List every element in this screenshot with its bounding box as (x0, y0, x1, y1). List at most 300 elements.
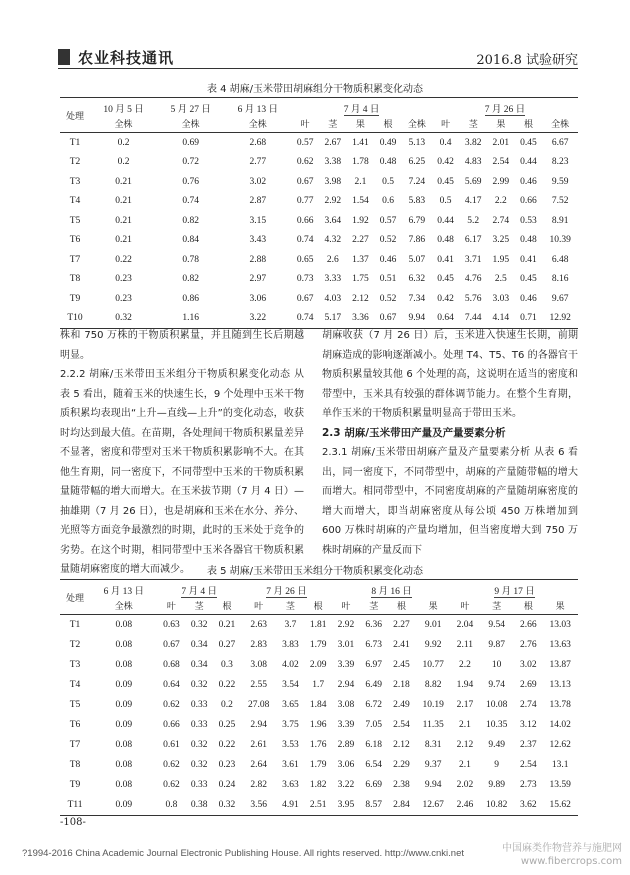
table4-caption: 表 4 胡麻/玉米带田胡麻组分干物质积累变化动态 (206, 84, 424, 95)
table5-cell: 2.27 (393, 620, 410, 630)
table5-cell: 15.62 (542, 795, 578, 816)
table5-cell: 0.38 (185, 795, 213, 816)
table5-cell: 13.63 (549, 640, 571, 650)
table4-cell: 0.67 (296, 293, 314, 304)
table4-cell: 0.21 (115, 176, 132, 187)
watermark-line-2: www.fibercrops.com (520, 856, 622, 867)
table5-cell: 0.32 (190, 760, 208, 770)
table5-cell: 2.64 (250, 760, 267, 770)
table4-cell: T10 (60, 309, 90, 329)
table4-row (60, 231, 578, 251)
table4-cell: 6.25 (408, 157, 426, 168)
issue-label: 2016.8 试验研究 (476, 53, 578, 68)
table4-sub-4-4: 全株 (542, 115, 578, 133)
table5-cell: 3.75 (282, 720, 299, 730)
table4-cell: 0.72 (182, 157, 199, 168)
table5-cell: 3.12 (520, 720, 537, 730)
table5-cell: 0.08 (115, 660, 133, 670)
table5-cell: 2.41 (393, 640, 410, 650)
table4-cell: T1 (69, 137, 81, 148)
table4-cell: 7.44 (459, 309, 487, 329)
table5-cell: 0.27 (218, 640, 236, 650)
table5-cell: 2.54 (520, 760, 537, 770)
table4-date-label-2: 6 月 13 日 (237, 105, 278, 115)
table4-cell: 2.68 (249, 137, 267, 148)
table5-cell: 13.59 (549, 780, 571, 790)
table4-cell: 6.67 (551, 137, 569, 148)
table4-cell: 2.97 (249, 274, 267, 285)
table5-caption: 表 5 胡麻/玉米带田玉米组分干物质积累变化动态 (206, 566, 424, 577)
table4-cell: 3.43 (249, 235, 267, 246)
table4-cell: 6.48 (551, 254, 569, 265)
table4-row (60, 153, 578, 173)
table4-cell: 0.46 (520, 176, 537, 187)
table5-cell: 8.57 (360, 795, 388, 816)
table5-cell: 9.87 (488, 640, 505, 650)
table4-cell: 9.94 (402, 309, 432, 329)
table4-cell: 8.16 (551, 274, 569, 285)
table4-cell: 0.4 (439, 137, 452, 148)
table4-cell: 0.82 (182, 274, 199, 285)
table5-cell: 0.62 (163, 760, 180, 770)
table4-cell: 0.41 (437, 254, 454, 265)
table5-cell: 0.09 (90, 795, 157, 816)
table5-cell: 2.92 (337, 620, 355, 630)
table5-cell: 0.3 (221, 660, 233, 670)
table4-cell: 0.2 (117, 137, 130, 148)
table4-cell: 0.62 (296, 157, 314, 168)
table5-cell: T7 (69, 740, 81, 750)
table4-cell: 5.69 (464, 176, 482, 187)
table5-sub-2-0: 叶 (241, 597, 277, 615)
table5-header-subs (60, 597, 578, 615)
table5-cell: 13.03 (549, 620, 571, 630)
table5-cell: 2.76 (520, 640, 537, 650)
watermark-line-1: 中国麻类作物营养与施肥网 (502, 843, 622, 854)
table4-cell: 2.54 (492, 157, 510, 168)
table4-cell: 9.59 (551, 176, 569, 187)
table5-cell: 1.76 (309, 740, 327, 750)
table4-cell: 7.52 (551, 196, 569, 207)
table5-cell: 0.09 (115, 700, 133, 710)
table5-cell: 3.53 (282, 740, 299, 750)
table4-sub-4-3: 根 (515, 115, 543, 133)
table5-cell: 9.89 (488, 780, 505, 790)
table5-cell: 0.08 (115, 620, 133, 630)
table5-cell: T1 (69, 620, 81, 630)
table5-date-4 (451, 580, 578, 598)
table5-cell: 0.09 (115, 680, 133, 690)
table5-cell: 14.02 (549, 720, 571, 730)
table5-cell: 0.33 (190, 780, 208, 790)
section-heading-2-3: 2.3 胡麻/玉米带田产量及产量要素分析 (322, 426, 506, 439)
table4-sub-3-0: 叶 (291, 115, 319, 133)
table5-cell: 1.84 (309, 700, 327, 710)
copyright-footer: ?1994-2016 China Academic Journal Electronic Publishing House. All rights reserved. http://www.cnki.net (22, 848, 464, 859)
table5-cell: 0.32 (190, 680, 208, 690)
table4-cell: 3.82 (464, 137, 482, 148)
table4-cell: 0.2 (117, 157, 130, 168)
table5-cell: 13.1 (551, 760, 569, 770)
table5-cell: 3.08 (250, 660, 267, 670)
table4-cell: 0.48 (520, 235, 537, 246)
table5-cell: 4.02 (282, 660, 299, 670)
table4-cell: 0.53 (520, 215, 537, 226)
table5-row (60, 795, 578, 816)
table4-cell: 0.5 (439, 196, 452, 207)
table5-cell: T4 (69, 680, 81, 690)
table5-date-2 (241, 580, 332, 598)
table4-cell: T6 (69, 235, 81, 246)
table5-cell: 0.08 (115, 780, 133, 790)
table5-cell: T6 (69, 720, 81, 730)
table5-cell: 2.54 (393, 720, 410, 730)
table4-cell: 3.02 (249, 176, 267, 187)
table5-cell: T3 (69, 660, 81, 670)
table4-cell: 0.21 (115, 215, 132, 226)
table4-sub-3-3: 根 (374, 115, 402, 133)
header-marker (58, 49, 70, 65)
table5-cell: 1.82 (309, 780, 327, 790)
table5-cell: 2.12 (393, 740, 410, 750)
table5-cell: 0.24 (218, 780, 236, 790)
table4-date-4 (432, 98, 578, 116)
table5-cell: 9 (494, 760, 500, 770)
table4-cell: 1.95 (492, 254, 510, 265)
table5-cell: T9 (69, 780, 81, 790)
table5-cell: 3.56 (241, 795, 277, 816)
table5-sub-0-0: 全株 (90, 597, 157, 615)
table5-cell: 9.54 (488, 620, 505, 630)
table5-cell: 0.62 (163, 780, 180, 790)
table4-cell: 0.45 (437, 274, 454, 285)
table4-cell: 5.07 (408, 254, 426, 265)
table4-cell: 2.2 (494, 196, 507, 207)
table4-cell: 8.91 (551, 215, 569, 226)
table5-cell: 0.21 (218, 620, 236, 630)
table4-row (60, 211, 578, 231)
table5-cell: 3.01 (337, 640, 355, 650)
table4-cell: 0.52 (379, 293, 397, 304)
table5-sub-2-2: 根 (304, 597, 332, 615)
table4-row (60, 192, 578, 212)
table4-cell: 0.86 (182, 293, 199, 304)
table4-cell: 10.39 (549, 235, 571, 246)
table4-cell: 0.23 (115, 274, 132, 285)
left-paragraph-1: 株和 750 万株的干物质积累量，并且随到生长后期越明显。 (60, 330, 304, 361)
table5-cell: T5 (69, 700, 81, 710)
table4-cell: 2.6 (326, 254, 339, 265)
table5-cell: 9.49 (488, 740, 505, 750)
right-paragraph-2: 2.3.1 胡麻/玉米带田胡麻产量及产量要素分析 从表 6 看出，同一密度下，不同带型中，胡麻的产量随带幅的增大而增大。相同带型中，不同密度胡麻的产量随胡麻密度的增大而增大，即当胡麻密度从每公顷 450 万株增加到 600 万株时胡麻的产量均增加，但当密度增大到 750 万株时胡麻的产量反而下 (322, 447, 578, 556)
table5-date-label-4: 9 月 17 日 (494, 587, 535, 597)
table5-cell: 1.96 (309, 720, 327, 730)
table5-date-label-3: 8 月 16 日 (371, 587, 412, 597)
table5-cell: 3.62 (514, 795, 542, 816)
table4-cell: 0.82 (182, 215, 199, 226)
table5-cell: 3.54 (282, 680, 299, 690)
table4-cell: T7 (69, 254, 81, 265)
table5-cell: 9.01 (424, 620, 442, 630)
table4-cell: 2.5 (494, 274, 507, 285)
table4-cell: 0.48 (379, 157, 397, 168)
table5-cell: 3.39 (337, 720, 355, 730)
table5-sub-3-2: 根 (388, 597, 416, 615)
table5-cell: 0.32 (213, 795, 241, 816)
table4-cell: 1.78 (352, 157, 369, 168)
table5-cell: 0.67 (163, 640, 180, 650)
table4-cell: 5.83 (408, 196, 426, 207)
watermark (502, 842, 622, 868)
table5-cell: 10.77 (422, 660, 444, 670)
table5-cell: 2.09 (309, 660, 327, 670)
table5-cell: 2.94 (337, 680, 355, 690)
table5-cell: 2.69 (520, 680, 537, 690)
table4-cell: 1.75 (352, 274, 369, 285)
table5-cell: 9.37 (424, 760, 442, 770)
table5-cell: 2.29 (393, 760, 410, 770)
table4-cell: 3.98 (324, 176, 342, 187)
table5-cell: 8.82 (424, 680, 442, 690)
table4-cell: 6.32 (408, 274, 426, 285)
table4-cell: 1.41 (352, 137, 369, 148)
table5-sub-3-0: 叶 (332, 597, 360, 615)
table4-cell: 2.74 (492, 215, 510, 226)
table4 (60, 97, 578, 329)
left-column (60, 326, 304, 580)
table4-cell: 0.73 (296, 274, 314, 285)
table4-cell: 0.76 (182, 176, 199, 187)
table5-sub-4-0: 叶 (451, 597, 479, 615)
table5-cell: 12.67 (415, 795, 451, 816)
table5-cell: 6.72 (365, 700, 382, 710)
table4-date-3 (291, 98, 431, 116)
header-rule (58, 68, 578, 69)
table4-cell: 9.67 (551, 293, 569, 304)
table4-date-label-3: 7 月 4 日 (343, 105, 380, 115)
table5-cell: T11 (60, 795, 90, 816)
table5-cell: 0.23 (218, 760, 236, 770)
table4-cell: 0.42 (437, 157, 454, 168)
table5-cell: 1.7 (312, 680, 325, 690)
table5-cell: 0.2 (221, 700, 233, 710)
table4-row (60, 250, 578, 270)
table5-cell: 2.84 (388, 795, 416, 816)
table4-cell: 7.34 (408, 293, 426, 304)
table4-cell: 0.48 (437, 235, 454, 246)
table4-cell: 3.03 (492, 293, 510, 304)
table4-row (60, 270, 578, 290)
table4-cell: 0.21 (115, 235, 132, 246)
table4-cell: 4.03 (324, 293, 342, 304)
table5-cell: 9.74 (488, 680, 505, 690)
table5-cell: 2.49 (393, 700, 410, 710)
table5-cell: 13.78 (549, 700, 571, 710)
table4-cell: 4.17 (464, 196, 482, 207)
table5-row (60, 755, 578, 775)
table4-cell: 5.76 (464, 293, 482, 304)
table5-cell: 2.61 (250, 740, 267, 750)
table5-cell: 3.61 (282, 760, 299, 770)
table5-cell: 0.64 (163, 680, 180, 690)
table4-cell: 3.15 (249, 215, 267, 226)
table5-row (60, 655, 578, 675)
table5-cell: 2.18 (393, 680, 410, 690)
table5-cell: 2.66 (520, 620, 537, 630)
table5-cell: 3.08 (337, 700, 355, 710)
table5-sub-2-1: 茎 (277, 597, 305, 615)
table4-cell: 2.77 (249, 157, 267, 168)
table5-cell: 0.25 (218, 720, 236, 730)
table4-cell: 2.99 (492, 176, 510, 187)
table5-cell: 2.2 (458, 660, 471, 670)
table5-cell: 1.79 (309, 760, 327, 770)
table5-cell: 6.69 (365, 780, 382, 790)
table4-cell: 1.16 (157, 309, 224, 329)
table5-sub-4-3: 果 (542, 597, 578, 615)
table4-header-dates (60, 98, 578, 116)
table5-cell: 0.22 (218, 680, 236, 690)
table5-cell: 13.87 (549, 660, 571, 670)
table5-cell: 6.18 (365, 740, 382, 750)
table5-cell: 10.19 (422, 700, 444, 710)
table5-cell: 2.89 (337, 740, 355, 750)
table4-cell: 0.45 (437, 176, 454, 187)
table4-cell: 0.57 (379, 215, 397, 226)
table4-cell: 0.6 (382, 196, 394, 207)
table5-cell: 0.61 (163, 740, 180, 750)
table5-row (60, 715, 578, 735)
table4-row-header: 处理 (60, 98, 90, 133)
table4-cell: 0.74 (296, 235, 314, 246)
table5-cell: 2.1 (458, 720, 471, 730)
table5-sub-4-2: 根 (514, 597, 542, 615)
table4-cell: 3.71 (464, 254, 482, 265)
table4-cell: 2.87 (249, 196, 267, 207)
table5-sub-1-0: 叶 (158, 597, 186, 615)
table5-cell: 4.91 (277, 795, 305, 816)
journal-title: 农业科技通讯 (78, 49, 175, 67)
table4-sub-1-0: 全株 (157, 115, 224, 133)
table4-cell: 3.64 (324, 215, 342, 226)
table5-cell: 2.94 (250, 720, 267, 730)
table4-cell: 0.71 (515, 309, 543, 329)
table5 (60, 579, 578, 816)
table4-cell: 0.67 (374, 309, 402, 329)
table4-date-0 (90, 98, 157, 116)
table4-date-label-4: 7 月 26 日 (484, 105, 526, 115)
table4-cell: 2.1 (354, 176, 367, 187)
table4-cell: 4.76 (464, 274, 482, 285)
table4-cell: 1.54 (352, 196, 369, 207)
table4-cell: 3.33 (324, 274, 342, 285)
table5-sub-3-1: 茎 (360, 597, 388, 615)
table5-cell: 3.22 (337, 780, 355, 790)
table4-cell: 7.86 (408, 235, 426, 246)
table5-cell: 0.08 (115, 760, 133, 770)
table4-cell: 0.45 (520, 274, 537, 285)
table5-cell: 0.08 (115, 640, 133, 650)
table5-cell: 2.38 (393, 780, 410, 790)
table4-cell: 1.37 (352, 254, 369, 265)
table4-cell: 2.12 (352, 293, 369, 304)
table4-cell: 2.88 (249, 254, 267, 265)
table5-cell: 2.55 (250, 680, 267, 690)
table4-sub-0-0: 全株 (90, 115, 157, 133)
table4-cell: 4.32 (324, 235, 342, 246)
table5-row (60, 695, 578, 715)
table5-cell: 2.83 (250, 640, 267, 650)
table5-cell: 6.97 (365, 660, 382, 670)
table5-cell: T8 (69, 760, 81, 770)
table5-cell: 0.63 (163, 620, 180, 630)
table5-cell: 2.51 (304, 795, 332, 816)
table4-cell: 2.92 (324, 196, 342, 207)
table4-cell: 0.22 (115, 254, 132, 265)
table5-cell: 3.63 (282, 780, 299, 790)
table5-date-label-2: 7 月 26 日 (266, 587, 307, 597)
table4-cell: 0.46 (520, 293, 537, 304)
table5-cell: 2.02 (456, 780, 474, 790)
table4-cell: 0.65 (296, 254, 314, 265)
table5-cell: 0.34 (190, 640, 208, 650)
table4-cell: 0.69 (182, 137, 199, 148)
table4-cell: 0.64 (432, 309, 460, 329)
table5-date-1 (158, 580, 241, 598)
table4-cell: 0.44 (520, 157, 537, 168)
table4-sub-4-0: 叶 (432, 115, 460, 133)
table5-cell: 11.35 (422, 720, 444, 730)
table5-row (60, 675, 578, 695)
table5-cell: 0.22 (218, 740, 236, 750)
table5-cell: 3.95 (332, 795, 360, 816)
table5-cell: 3.7 (284, 620, 297, 630)
table5-cell: 13.13 (549, 680, 571, 690)
table5-row (60, 775, 578, 795)
table5-cell: 6.36 (365, 620, 382, 630)
table5-cell: T2 (69, 640, 81, 650)
table5-cell: 2.45 (393, 660, 410, 670)
table5-date-label-1: 7 月 4 日 (181, 587, 217, 597)
table5-cell: 2.73 (520, 780, 537, 790)
table4-cell: 0.42 (437, 293, 454, 304)
table4-cell: 3.38 (324, 157, 342, 168)
table5-cell: 0.08 (115, 740, 133, 750)
right-paragraph-1: 胡麻收获（7 月 26 日）后，玉米进入快速生长期，前期胡麻造成的影响逐渐减小。处理 T4、T5、T6 的各器官干物质积累量较其他 6 个处理的高，这说明在适当的密度和带型中，玉米具有较强的群体调节能力。在整个生育期，单作玉米的干物质积累量明显高于带田玉米。 (322, 330, 578, 419)
table4-cell: 3.22 (224, 309, 291, 329)
table4-cell: 0.67 (296, 176, 314, 187)
table5-cell: 8.31 (424, 740, 442, 750)
table5-cell: 1.79 (309, 640, 327, 650)
table4-cell: 1.92 (352, 215, 369, 226)
table5-cell: 3.39 (337, 660, 355, 670)
table5-cell: 6.54 (365, 760, 382, 770)
table4-date-label-1: 5 月 27 日 (170, 105, 211, 115)
table5-cell: 1.81 (309, 620, 327, 630)
table5-cell: 10.82 (479, 795, 515, 816)
table4-sub-3-1: 茎 (319, 115, 347, 133)
table4-cell: 0.23 (115, 293, 132, 304)
table4-cell: 0.5 (382, 176, 394, 187)
table4-cell: T2 (69, 157, 81, 168)
table4-cell: 6.79 (408, 215, 426, 226)
table5-cell: 0.62 (163, 700, 180, 710)
table4-cell: 0.49 (379, 137, 397, 148)
table5-cell: 27.08 (247, 700, 270, 710)
table4-cell: 4.83 (464, 157, 482, 168)
table5-header-dates (60, 580, 578, 598)
table4-cell: 0.57 (296, 137, 314, 148)
